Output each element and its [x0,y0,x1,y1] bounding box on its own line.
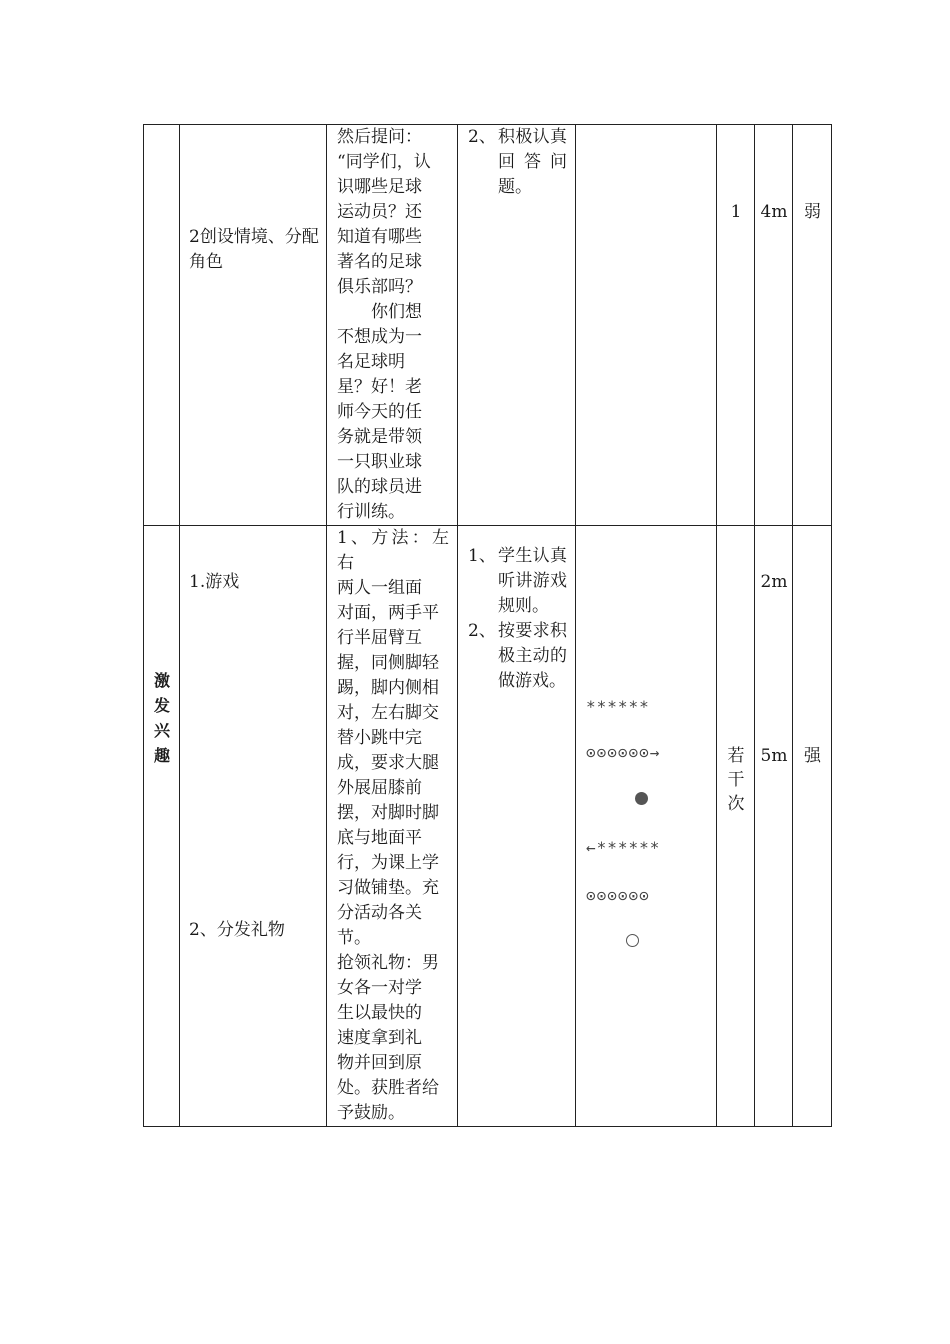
time-cell [755,125,793,526]
content-item-gifts: 2、分发礼物 [189,920,285,940]
intensity-value: 强 [804,746,821,766]
item-number: 1、 [468,546,496,566]
teacher-text-line: 著名的足球 [337,252,422,272]
teacher-text-line: 1、方法：左右 [337,528,449,573]
teacher-text-line: “同学们，认 [337,152,431,172]
vertical-char: 干 [727,770,745,790]
teacher-text-line: 行训练。 [337,502,405,522]
teacher-text-line: 行，为课上学 [337,853,439,873]
teacher-text-line: 底与地面平 [337,828,422,848]
formation-row-arrow-stars: ←****** [586,838,661,857]
content-item: 2创设情境、分配角色 [189,227,319,272]
teacher-text-line: 外展屈膝前 [337,778,422,798]
vertical-char: 趣 [153,746,170,765]
gift-position-icon [626,934,639,947]
item-text: 学生认真听讲游戏规则。 [498,546,567,616]
student-activity-list [468,125,567,200]
teacher-text-line: 替小跳中完 [337,728,422,748]
count-cell [717,526,755,1127]
organization-cell [576,125,717,526]
count-value: 1 [730,202,742,222]
teacher-text-line: 师今天的任 [337,402,422,422]
teacher-text-line: 握，同侧脚轻 [337,653,439,673]
teacher-activity-text [337,526,449,1126]
student-activity-item [468,125,567,200]
teacher-text-line: 对，左右脚交 [337,703,439,723]
count-cell [717,125,755,526]
table-row [144,125,832,526]
vertical-char: 兴 [153,721,170,740]
vertical-char: 次 [727,794,745,814]
section-cell [144,125,180,526]
vertical-char: 激 [153,671,170,690]
teacher-text-line: 女各一对学 [337,978,422,998]
teacher-text-line: 节。 [337,928,371,948]
teacher-text-line: 成，要求大腿 [337,753,439,773]
teacher-text-line: 你们想 [337,302,422,322]
lesson-plan-table [143,124,832,1127]
teacher-text-line: 知道有哪些 [337,227,422,247]
vertical-char: 若 [727,746,745,766]
section-label [144,668,180,768]
teacher-text-line: 生以最快的 [337,1003,422,1023]
teacher-text-line: 一只职业球 [337,452,422,472]
teacher-text-line: 处。获胜者给 [337,1078,439,1098]
formation-row-stars: ****** [586,697,650,716]
teacher-text-line: 予鼓励。 [337,1103,405,1123]
teacher-text-line: 抢领礼物：男 [337,953,439,973]
teacher-text-line: 队的球员进 [337,477,422,497]
intensity-cell [793,526,832,1127]
formation-row-circles-arrow: ⊙⊙⊙⊙⊙⊙→ [586,743,661,762]
section-cell [144,526,180,1127]
item-text: 积极认真回答问题。 [498,127,567,197]
teacher-activity-text [337,125,449,525]
student-activity-item [468,619,567,694]
teacher-text-line: 分活动各关 [337,903,422,923]
time-cell [755,526,793,1127]
teacher-text-line: 物并回到原 [337,1053,422,1073]
teacher-text-line: 识哪些足球 [337,177,422,197]
intensity-cell [793,125,832,526]
formation-row-circles: ⊙⊙⊙⊙⊙⊙ [586,886,650,905]
teacher-text-line: 速度拿到礼 [337,1028,422,1048]
teacher-text-line: 星？好！老 [337,377,422,397]
student-activity-cell [458,125,576,526]
teacher-text-line: 行半屈臂互 [337,628,422,648]
student-activity-list [468,526,567,694]
teacher-text-line: 习做铺垫。充 [337,878,439,898]
intensity-value: 弱 [804,202,821,222]
item-number: 2、 [468,127,496,147]
teacher-text-line: 务就是带领 [337,427,422,447]
teacher-text-line: 俱乐部吗？ [337,277,422,297]
count-value [717,744,755,816]
item-text: 按要求积极主动的做游戏。 [498,621,567,691]
teacher-activity-cell [327,526,458,1127]
teacher-text-line: 名足球明 [337,352,405,372]
content-item-game: 1.游戏 [189,572,240,592]
time-value-gifts: 5m [760,746,788,766]
teacher-text-line: 摆，对脚时脚 [337,803,439,823]
teacher-text-line: 运动员？还 [337,202,422,222]
teacher-position-icon [635,792,648,805]
time-value-game: 2m [760,572,788,592]
teacher-text-line: 然后提问： [337,127,422,147]
teacher-text-line: 不想成为一 [337,327,422,347]
organization-cell [576,526,717,1127]
item-number: 2、 [468,621,496,641]
content-cell [180,125,327,526]
student-activity-cell [458,526,576,1127]
teacher-text-line: 两人一组面 [337,578,422,598]
content-cell [180,526,327,1127]
teacher-text-line: 对面，两手平 [337,603,439,623]
teacher-activity-cell [327,125,458,526]
time-value: 4m [760,202,788,222]
teacher-text-line: 踢，脚内侧相 [337,678,439,698]
student-activity-item [468,544,567,619]
vertical-char: 发 [153,696,170,715]
table-row [144,526,832,1127]
